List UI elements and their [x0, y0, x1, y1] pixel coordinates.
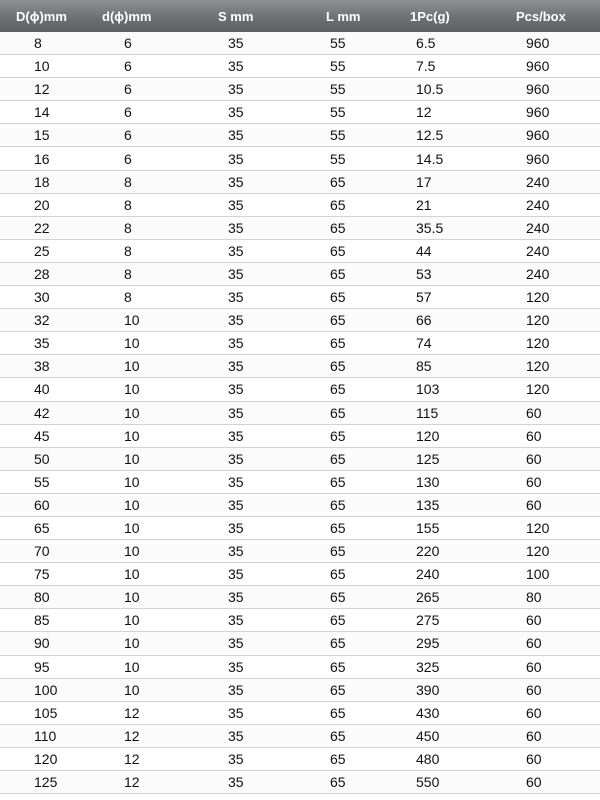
- table-row: [0, 586, 600, 609]
- cell-pcs-per-box: 240: [526, 265, 550, 282]
- cell-weight: 12.5: [416, 127, 444, 144]
- cell-pcs-per-box: 60: [526, 727, 542, 744]
- cell-pcs-per-box: 120: [526, 358, 550, 375]
- cell-l-mm: 65: [330, 635, 346, 652]
- cell-s-mm: 35: [228, 289, 244, 306]
- cell-inner-diameter: 6: [124, 150, 132, 167]
- cell-s-mm: 35: [228, 658, 244, 675]
- cell-l-mm: 55: [330, 127, 346, 144]
- table-row: [0, 517, 600, 540]
- cell-inner-diameter: 6: [124, 58, 132, 75]
- cell-outer-diameter: 125: [34, 774, 58, 791]
- cell-s-mm: 35: [228, 219, 244, 236]
- cell-l-mm: 65: [330, 427, 346, 444]
- cell-l-mm: 65: [330, 704, 346, 721]
- cell-weight: 430: [416, 704, 440, 721]
- cell-weight: 21: [416, 196, 432, 213]
- cell-l-mm: 65: [330, 450, 346, 467]
- cell-outer-diameter: 32: [34, 312, 50, 329]
- cell-outer-diameter: 100: [34, 681, 58, 698]
- cell-l-mm: 65: [330, 358, 346, 375]
- cell-weight: 480: [416, 750, 440, 767]
- cell-pcs-per-box: 240: [526, 173, 550, 190]
- cell-outer-diameter: 50: [34, 450, 50, 467]
- cell-s-mm: 35: [228, 750, 244, 767]
- table-row: [0, 286, 600, 309]
- header-pcs-per-box: Pcs/box: [516, 8, 566, 24]
- table-row: [0, 263, 600, 286]
- table-row: [0, 656, 600, 679]
- cell-s-mm: 35: [228, 589, 244, 606]
- cell-s-mm: 35: [228, 335, 244, 352]
- cell-weight: 57: [416, 289, 432, 306]
- cell-pcs-per-box: 960: [526, 35, 550, 52]
- cell-l-mm: 55: [330, 58, 346, 75]
- cell-l-mm: 65: [330, 381, 346, 398]
- cell-inner-diameter: 6: [124, 127, 132, 144]
- cell-inner-diameter: 12: [124, 750, 140, 767]
- cell-inner-diameter: 10: [124, 566, 140, 583]
- cell-weight: 450: [416, 727, 440, 744]
- cell-l-mm: 55: [330, 81, 346, 98]
- cell-pcs-per-box: 960: [526, 127, 550, 144]
- cell-outer-diameter: 25: [34, 242, 50, 259]
- cell-l-mm: 65: [330, 473, 346, 490]
- cell-outer-diameter: 22: [34, 219, 50, 236]
- cell-outer-diameter: 110: [34, 727, 57, 744]
- cell-pcs-per-box: 120: [526, 520, 550, 537]
- cell-s-mm: 35: [228, 404, 244, 421]
- cell-pcs-per-box: 240: [526, 242, 550, 259]
- cell-weight: 275: [416, 612, 440, 629]
- cell-l-mm: 65: [330, 496, 346, 513]
- cell-outer-diameter: 105: [34, 704, 58, 721]
- cell-outer-diameter: 18: [34, 173, 50, 190]
- cell-outer-diameter: 90: [34, 635, 50, 652]
- table-row: [0, 725, 600, 748]
- cell-weight: 6.5: [416, 35, 436, 52]
- cell-outer-diameter: 20: [34, 196, 50, 213]
- table-row: [0, 679, 600, 702]
- cell-outer-diameter: 45: [34, 427, 50, 444]
- cell-weight: 10.5: [416, 81, 444, 98]
- cell-pcs-per-box: 60: [526, 774, 542, 791]
- cell-pcs-per-box: 60: [526, 704, 542, 721]
- cell-inner-diameter: 8: [124, 242, 132, 259]
- cell-inner-diameter: 10: [124, 312, 140, 329]
- table-row: [0, 563, 600, 586]
- cell-s-mm: 35: [228, 450, 244, 467]
- cell-weight: 390: [416, 681, 440, 698]
- table-row: [0, 55, 600, 78]
- cell-weight: 325: [416, 658, 440, 675]
- cell-weight: 44: [416, 242, 432, 259]
- cell-pcs-per-box: 60: [526, 427, 542, 444]
- cell-inner-diameter: 10: [124, 589, 140, 606]
- cell-weight: 53: [416, 265, 432, 282]
- cell-inner-diameter: 10: [124, 635, 140, 652]
- cell-weight: 66: [416, 312, 432, 329]
- cell-l-mm: 65: [330, 727, 346, 744]
- cell-s-mm: 35: [228, 58, 244, 75]
- cell-pcs-per-box: 960: [526, 58, 550, 75]
- cell-outer-diameter: 42: [34, 404, 50, 421]
- cell-inner-diameter: 6: [124, 35, 132, 52]
- cell-inner-diameter: 10: [124, 681, 140, 698]
- cell-weight: 35.5: [416, 219, 444, 236]
- table-row: [0, 748, 600, 771]
- cell-s-mm: 35: [228, 35, 244, 52]
- cell-weight: 220: [416, 543, 440, 560]
- table-row: [0, 494, 600, 517]
- cell-s-mm: 35: [228, 312, 244, 329]
- cell-s-mm: 35: [228, 681, 244, 698]
- table-row: [0, 378, 600, 401]
- table-body: [0, 32, 600, 794]
- cell-weight: 130: [416, 473, 440, 490]
- cell-s-mm: 35: [228, 196, 244, 213]
- cell-pcs-per-box: 60: [526, 473, 542, 490]
- cell-inner-diameter: 6: [124, 81, 132, 98]
- table-row: [0, 147, 600, 170]
- cell-s-mm: 35: [228, 173, 244, 190]
- cell-pcs-per-box: 960: [526, 104, 550, 121]
- cell-l-mm: 65: [330, 543, 346, 560]
- cell-outer-diameter: 16: [34, 150, 50, 167]
- cell-s-mm: 35: [228, 104, 244, 121]
- cell-s-mm: 35: [228, 81, 244, 98]
- cell-l-mm: 65: [330, 589, 346, 606]
- cell-weight: 120: [416, 427, 440, 444]
- cell-l-mm: 65: [330, 681, 346, 698]
- cell-s-mm: 35: [228, 727, 244, 744]
- cell-inner-diameter: 8: [124, 289, 132, 306]
- header-s-mm: S mm: [218, 8, 254, 24]
- table-row: [0, 425, 600, 448]
- cell-l-mm: 65: [330, 774, 346, 791]
- cell-inner-diameter: 10: [124, 450, 140, 467]
- table-row: [0, 124, 600, 147]
- cell-l-mm: 65: [330, 566, 346, 583]
- cell-inner-diameter: 10: [124, 496, 140, 513]
- cell-l-mm: 65: [330, 335, 346, 352]
- cell-outer-diameter: 85: [34, 612, 50, 629]
- table-row: [0, 702, 600, 725]
- cell-pcs-per-box: 120: [526, 381, 550, 398]
- cell-s-mm: 35: [228, 265, 244, 282]
- cell-s-mm: 35: [228, 242, 244, 259]
- cell-inner-diameter: 10: [124, 427, 140, 444]
- cell-weight: 103: [416, 381, 440, 398]
- cell-pcs-per-box: 80: [526, 589, 542, 606]
- cell-outer-diameter: 60: [34, 496, 50, 513]
- cell-pcs-per-box: 120: [526, 312, 550, 329]
- header-outer-diameter: D(ϕ)mm: [16, 8, 67, 24]
- header-inner-diameter: d(ϕ)mm: [102, 8, 152, 24]
- table-row: [0, 217, 600, 240]
- cell-outer-diameter: 30: [34, 289, 50, 306]
- cell-s-mm: 35: [228, 520, 244, 537]
- cell-l-mm: 65: [330, 612, 346, 629]
- cell-outer-diameter: 14: [34, 104, 50, 121]
- cell-outer-diameter: 80: [34, 589, 50, 606]
- cell-inner-diameter: 10: [124, 473, 140, 490]
- table-row: [0, 632, 600, 655]
- cell-pcs-per-box: 960: [526, 81, 550, 98]
- cell-l-mm: 65: [330, 265, 346, 282]
- table-row: [0, 402, 600, 425]
- cell-inner-diameter: 12: [124, 727, 140, 744]
- cell-pcs-per-box: 240: [526, 196, 550, 213]
- table-row: [0, 332, 600, 355]
- cell-inner-diameter: 8: [124, 196, 132, 213]
- cell-pcs-per-box: 60: [526, 612, 542, 629]
- cell-outer-diameter: 10: [34, 58, 50, 75]
- cell-outer-diameter: 65: [34, 520, 50, 537]
- cell-s-mm: 35: [228, 612, 244, 629]
- table-row: [0, 309, 600, 332]
- cell-outer-diameter: 28: [34, 265, 50, 282]
- cell-pcs-per-box: 240: [526, 219, 550, 236]
- cell-weight: 265: [416, 589, 440, 606]
- cell-l-mm: 55: [330, 150, 346, 167]
- cell-weight: 14.5: [416, 150, 444, 167]
- cell-s-mm: 35: [228, 704, 244, 721]
- cell-l-mm: 65: [330, 312, 346, 329]
- cell-weight: 550: [416, 774, 440, 791]
- table-header-row: [0, 0, 600, 32]
- cell-outer-diameter: 35: [34, 335, 50, 352]
- cell-s-mm: 35: [228, 473, 244, 490]
- cell-inner-diameter: 10: [124, 404, 140, 421]
- cell-weight: 7.5: [416, 58, 436, 75]
- table-row: [0, 448, 600, 471]
- table-row: [0, 355, 600, 378]
- cell-l-mm: 65: [330, 242, 346, 259]
- cell-s-mm: 35: [228, 127, 244, 144]
- cell-s-mm: 35: [228, 774, 244, 791]
- cell-inner-diameter: 10: [124, 612, 140, 629]
- cell-weight: 115: [416, 404, 439, 421]
- cell-outer-diameter: 38: [34, 358, 50, 375]
- table-row: [0, 78, 600, 101]
- cell-weight: 295: [416, 635, 440, 652]
- cell-l-mm: 55: [330, 35, 346, 52]
- cell-pcs-per-box: 120: [526, 289, 550, 306]
- cell-l-mm: 65: [330, 658, 346, 675]
- cell-outer-diameter: 12: [34, 81, 50, 98]
- cell-inner-diameter: 10: [124, 358, 140, 375]
- cell-pcs-per-box: 60: [526, 750, 542, 767]
- cell-inner-diameter: 10: [124, 381, 140, 398]
- table-row: [0, 194, 600, 217]
- cell-l-mm: 65: [330, 173, 346, 190]
- table-row: [0, 540, 600, 563]
- cell-l-mm: 65: [330, 404, 346, 421]
- cell-pcs-per-box: 60: [526, 635, 542, 652]
- cell-outer-diameter: 8: [34, 35, 42, 52]
- cell-outer-diameter: 55: [34, 473, 50, 490]
- cell-s-mm: 35: [228, 381, 244, 398]
- cell-inner-diameter: 6: [124, 104, 132, 121]
- table-row: [0, 471, 600, 494]
- cell-inner-diameter: 12: [124, 774, 140, 791]
- cell-s-mm: 35: [228, 543, 244, 560]
- table-row: [0, 240, 600, 263]
- cell-weight: 155: [416, 520, 440, 537]
- cell-inner-diameter: 10: [124, 520, 140, 537]
- cell-pcs-per-box: 60: [526, 658, 542, 675]
- cell-outer-diameter: 95: [34, 658, 50, 675]
- cell-weight: 85: [416, 358, 432, 375]
- cell-outer-diameter: 75: [34, 566, 50, 583]
- table-row: [0, 609, 600, 632]
- cell-s-mm: 35: [228, 427, 244, 444]
- cell-outer-diameter: 70: [34, 543, 50, 560]
- table-row: [0, 171, 600, 194]
- cell-inner-diameter: 10: [124, 658, 140, 675]
- cell-pcs-per-box: 60: [526, 496, 542, 513]
- cell-pcs-per-box: 120: [526, 335, 550, 352]
- cell-weight: 17: [416, 173, 432, 190]
- cell-outer-diameter: 40: [34, 381, 50, 398]
- cell-pcs-per-box: 120: [526, 543, 550, 560]
- cell-s-mm: 35: [228, 635, 244, 652]
- cell-pcs-per-box: 960: [526, 150, 550, 167]
- cell-pcs-per-box: 60: [526, 404, 542, 421]
- cell-pcs-per-box: 60: [526, 450, 542, 467]
- cell-l-mm: 65: [330, 219, 346, 236]
- cell-l-mm: 65: [330, 289, 346, 306]
- cell-weight: 125: [416, 450, 440, 467]
- table-row: [0, 32, 600, 55]
- cell-weight: 74: [416, 335, 432, 352]
- cell-weight: 135: [416, 496, 440, 513]
- cell-pcs-per-box: 60: [526, 681, 542, 698]
- cell-weight: 240: [416, 566, 440, 583]
- cell-s-mm: 35: [228, 566, 244, 583]
- cell-inner-diameter: 8: [124, 219, 132, 236]
- cell-inner-diameter: 8: [124, 173, 132, 190]
- cell-s-mm: 35: [228, 496, 244, 513]
- cell-l-mm: 65: [330, 520, 346, 537]
- header-weight: 1Pc(g): [410, 8, 450, 24]
- cell-l-mm: 55: [330, 104, 346, 121]
- cell-s-mm: 35: [228, 358, 244, 375]
- cell-inner-diameter: 10: [124, 335, 140, 352]
- cell-inner-diameter: 10: [124, 543, 140, 560]
- cell-weight: 12: [416, 104, 432, 121]
- cell-inner-diameter: 12: [124, 704, 140, 721]
- table-row: [0, 771, 600, 794]
- header-l-mm: L mm: [326, 8, 361, 24]
- cell-pcs-per-box: 100: [526, 566, 550, 583]
- cell-outer-diameter: 15: [34, 127, 50, 144]
- cell-s-mm: 35: [228, 150, 244, 167]
- table-row: [0, 101, 600, 124]
- cell-outer-diameter: 120: [34, 750, 58, 767]
- cell-l-mm: 65: [330, 750, 346, 767]
- cell-inner-diameter: 8: [124, 265, 132, 282]
- cell-l-mm: 65: [330, 196, 346, 213]
